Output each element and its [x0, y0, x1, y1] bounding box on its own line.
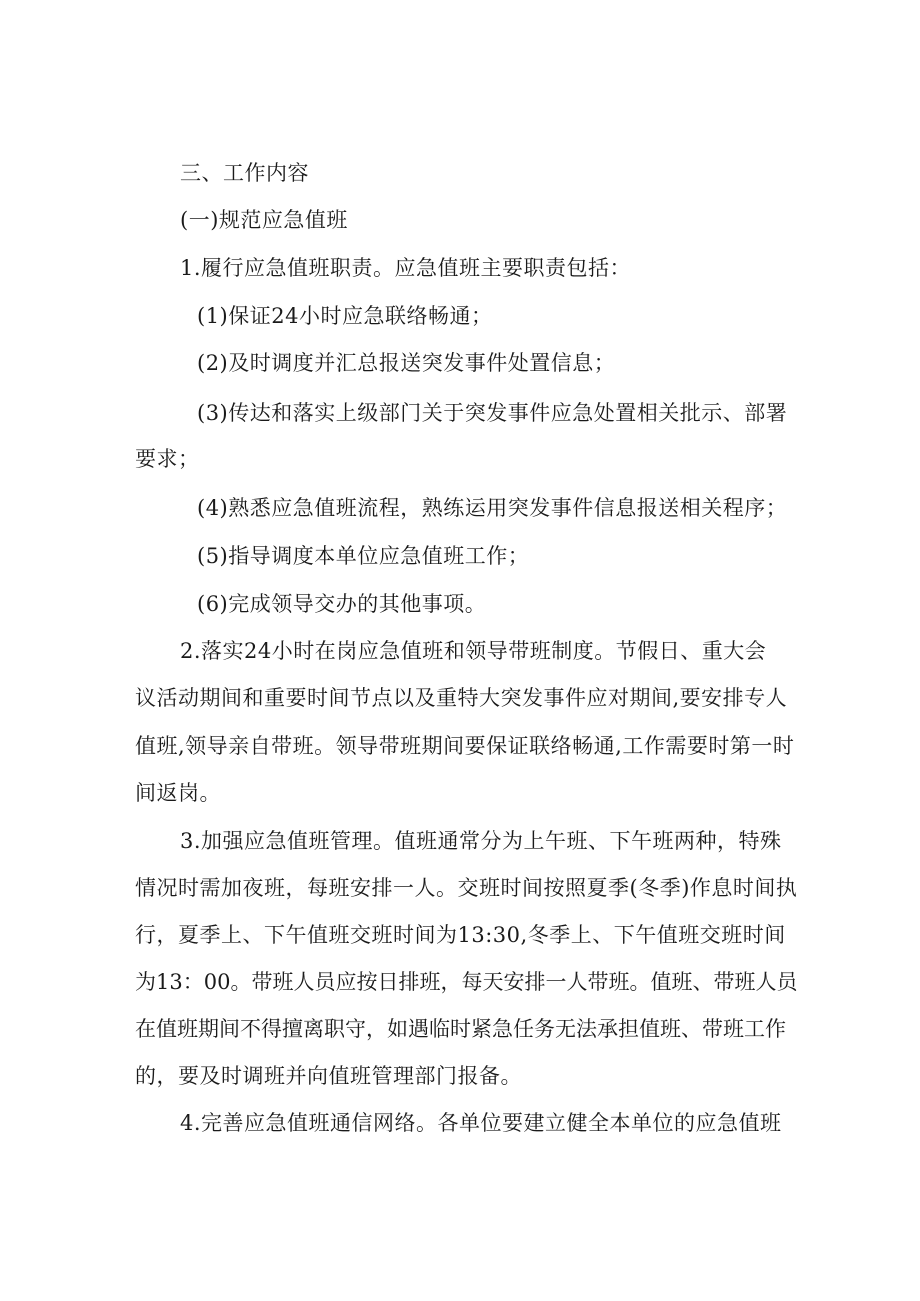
- section-heading: 三、工作内容: [180, 161, 309, 185]
- item4-line-1: 4.完善应急值班通信网络。各单位要建立健全本单位的应急值班: [180, 1111, 782, 1135]
- item2-line-2: 议活动期间和重要时间节点以及重特大突发事件应对期间,要安排专人: [135, 686, 788, 710]
- duty-4: (4)熟悉应急值班流程，熟练运用突发事件信息报送相关程序；: [197, 496, 788, 520]
- item3-line-3: 行，夏季上、下午值班交班时间为13:30,冬季上、下午值班交班时间: [135, 923, 786, 947]
- item2-line-3: 值班,领导亲自带班。领导带班期间要保证联络畅通,工作需要时第一时: [135, 734, 795, 758]
- item3-line-6: 的，要及时调班并向值班管理部门报备。: [135, 1064, 522, 1088]
- item3-line-1: 3.加强应急值班管理。值班通常分为上午班、下午班两种，特殊: [180, 829, 782, 853]
- item3-line-2: 情况时需加夜班，每班安排一人。交班时间按照夏季(冬季)作息时间执: [135, 876, 798, 900]
- duty-6: (6)完成领导交办的其他事项。: [197, 592, 487, 616]
- duty-5: (5)指导调度本单位应急值班工作；: [197, 544, 530, 568]
- subsection-heading: (一)规范应急值班: [180, 208, 348, 232]
- item2-line-4: 间返岗。: [135, 781, 221, 805]
- duty-1: (1)保证24小时应急联络畅通；: [197, 304, 493, 328]
- duty-3-continued: 要求；: [135, 447, 200, 471]
- duty-3: (3)传达和落实上级部门关于突发事件应急处置相关批示、部署: [197, 401, 788, 425]
- item3-line-4: 为13：00。带班人员应按日排班，每天安排一人带班。值班、带班人员: [135, 970, 798, 994]
- item2-line-1: 2.落实24小时在岗应急值班和领导带班制度。节假日、重大会: [180, 639, 767, 663]
- item1-intro: 1.履行应急值班职责。应急值班主要职责包括：: [180, 256, 632, 280]
- duty-2: (2)及时调度并汇总报送突发事件处置信息；: [197, 351, 616, 375]
- item3-line-5: 在值班期间不得擅离职守，如遇临时紧急任务无法承担值班、带班工作: [135, 1017, 786, 1041]
